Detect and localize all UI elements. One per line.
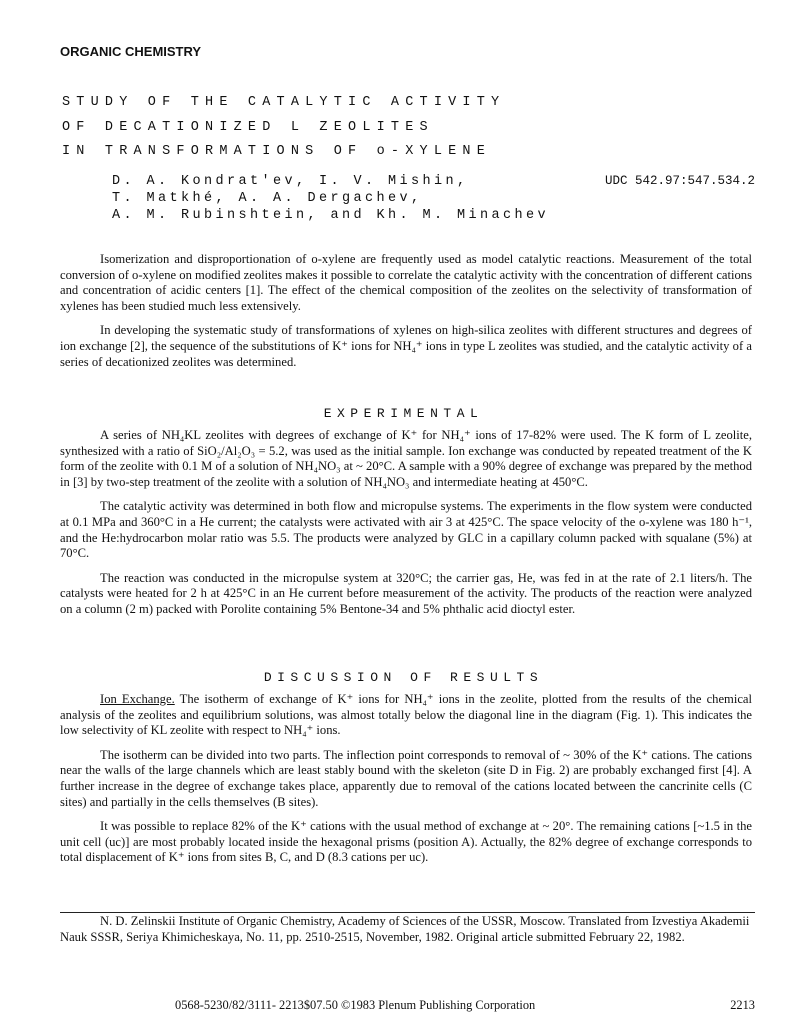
author-line-2: T. Matkhé, A. A. Dergachev, (112, 191, 423, 206)
author-line-3: A. M. Rubinshtein, and Kh. M. Minachev (112, 208, 550, 223)
intro-paragraph-1: Isomerization and disproportionation of o-xylene are frequently used as model catalytic reactions. Measurement of the total conversion of o-xylene on modified zeolites makes it possible to correlate the catalytic activity with the concentration of different cations and concentration of acidic centers [1]. The effect of the chemical composition of the zeolites on the selectivity of transformation of xylenes has been studied much less extensively. (60, 252, 752, 313)
author-line-1: D. A. Kondrat'ev, I. V. Mishin, (112, 174, 469, 189)
discussion-section (60, 692, 752, 866)
title-line-2: OF DECATIONIZED L ZEOLITES (62, 120, 434, 135)
footer-code: 0568-5230/82/3111- 2213$07.50 ©1983 Plenum Publishing Corporation (175, 998, 536, 1012)
discussion-paragraph-3: It was possible to replace 82% of the K⁺ cations with the usual method of exchange at ~ 20°. The remaining cations [~1.5 in the unit cell (uc)] are most probably located inside the hexagonal prisms (position A). Actually, the 82% degree of exchange corresponds to total displacement of K⁺ ions from sites B, C, and D (8.3 cations per uc). (60, 819, 752, 865)
page-number: 2213 (730, 998, 755, 1012)
discussion-lead: Ion Exchange. (100, 692, 175, 706)
experimental-paragraph-3: The reaction was conducted in the micropulse system at 320°C; the carrier gas, He, was fed in at the rate of 2.1 liters/h. The catalysts were heated for 2 h at 425°C in an He current before measurement of the activity. The products of the reaction were analyzed on a column (2 m) packed with Porolite containing 5% Bentone-34 and 5% phthalic acid dioctyl ester. (60, 570, 752, 616)
discussion-paragraph-1-text: The isotherm of exchange of K⁺ ions for NH₄⁺ ions in the zeolite, plotted from the results of the chemical analysis of the zeolites and equilibrium solutions, was almost totally below the diagonal line in the diagram (Fig. 1). This indicates the low selectivity of KL zeolite with respect to NH₄⁺ ions. (60, 692, 753, 738)
footnote-divider (60, 912, 755, 913)
discussion-paragraph-2: The isotherm can be divided into two parts. The inflection point corresponds to removal of ~ 30% of the K⁺ cations. The cations near the walls of the large channels which are least stably bound with the skeleton (site D in Fig. 2) are probably exchanged first [4]. A further increase in the degree of exchange takes place, apparently due to removal of the cations located between the cancrinite cells (C sites) and partially in the cells themselves (B sites). (60, 747, 752, 809)
discussion-heading: DISCUSSION OF RESULTS (263, 670, 544, 685)
experimental-heading: EXPERIMENTAL (323, 406, 484, 421)
udc-code: UDC 542.97:547.534.2 (604, 174, 755, 188)
intro-section (60, 252, 752, 370)
title-line-1: STUDY OF THE CATALYTIC ACTIVITY (62, 95, 506, 110)
section-label: ORGANIC CHEMISTRY (60, 44, 202, 59)
experimental-section (60, 428, 752, 618)
footnote-text: N. D. Zelinskii Institute of Organic Chemistry, Academy of Sciences of the USSR, Moscow. Translated from Izvestiya Akademii Nauk SSSR, Seriya Khimicheskaya, No. 11, pp. 2510-2515, November, 1982. Original article submitted February 22, 1982. (60, 914, 750, 944)
title-line-3: IN TRANSFORMATIONS OF o-XYLENE (62, 144, 492, 159)
experimental-paragraph-1: A series of NH₄KL zeolites with degrees of exchange of K⁺ for NH₄⁺ ions of 17-82% were used. The K form of L zeolite, synthesized with a ratio of SiO₂/Al₂O₃ = 5.2, was used as the initial sample. Ion exchange was conducted by repeated treatment of the K form of the zeolite with 0.1 M of a solution of NH₄NO₃ at ~ 20°C. A sample with a 90% degree of exchange was prepared by the method in [3] by two-step treatment of the zeolite with a solution of NH₄NO₃ and intermediate heating at 450°C. (60, 428, 752, 489)
footnote (60, 914, 752, 945)
discussion-paragraph-1 (60, 692, 752, 739)
intro-paragraph-2: In developing the systematic study of transformations of xylenes on high-silica zeolites with different structures and degrees of ion exchange [2], the sequence of the substitutions of K⁺ ions for NH₄⁺ ions in type L zeolites was studied, and the catalytic activity of a series of decationized zeolites was determined. (60, 323, 752, 369)
experimental-paragraph-2: The catalytic activity was determined in both flow and micropulse systems. The experiments in the flow system were conducted at 0.1 MPa and 360°C in a He current; the catalysts were activated with air 3 at 425°C. The space velocity of the o-xylene was 180 h⁻¹, and the He:hydrocarbon molar ratio was 5.5. The products were analyzed by GLC in a capillary column packed with squalane (5%) at 70°C. (60, 499, 752, 561)
